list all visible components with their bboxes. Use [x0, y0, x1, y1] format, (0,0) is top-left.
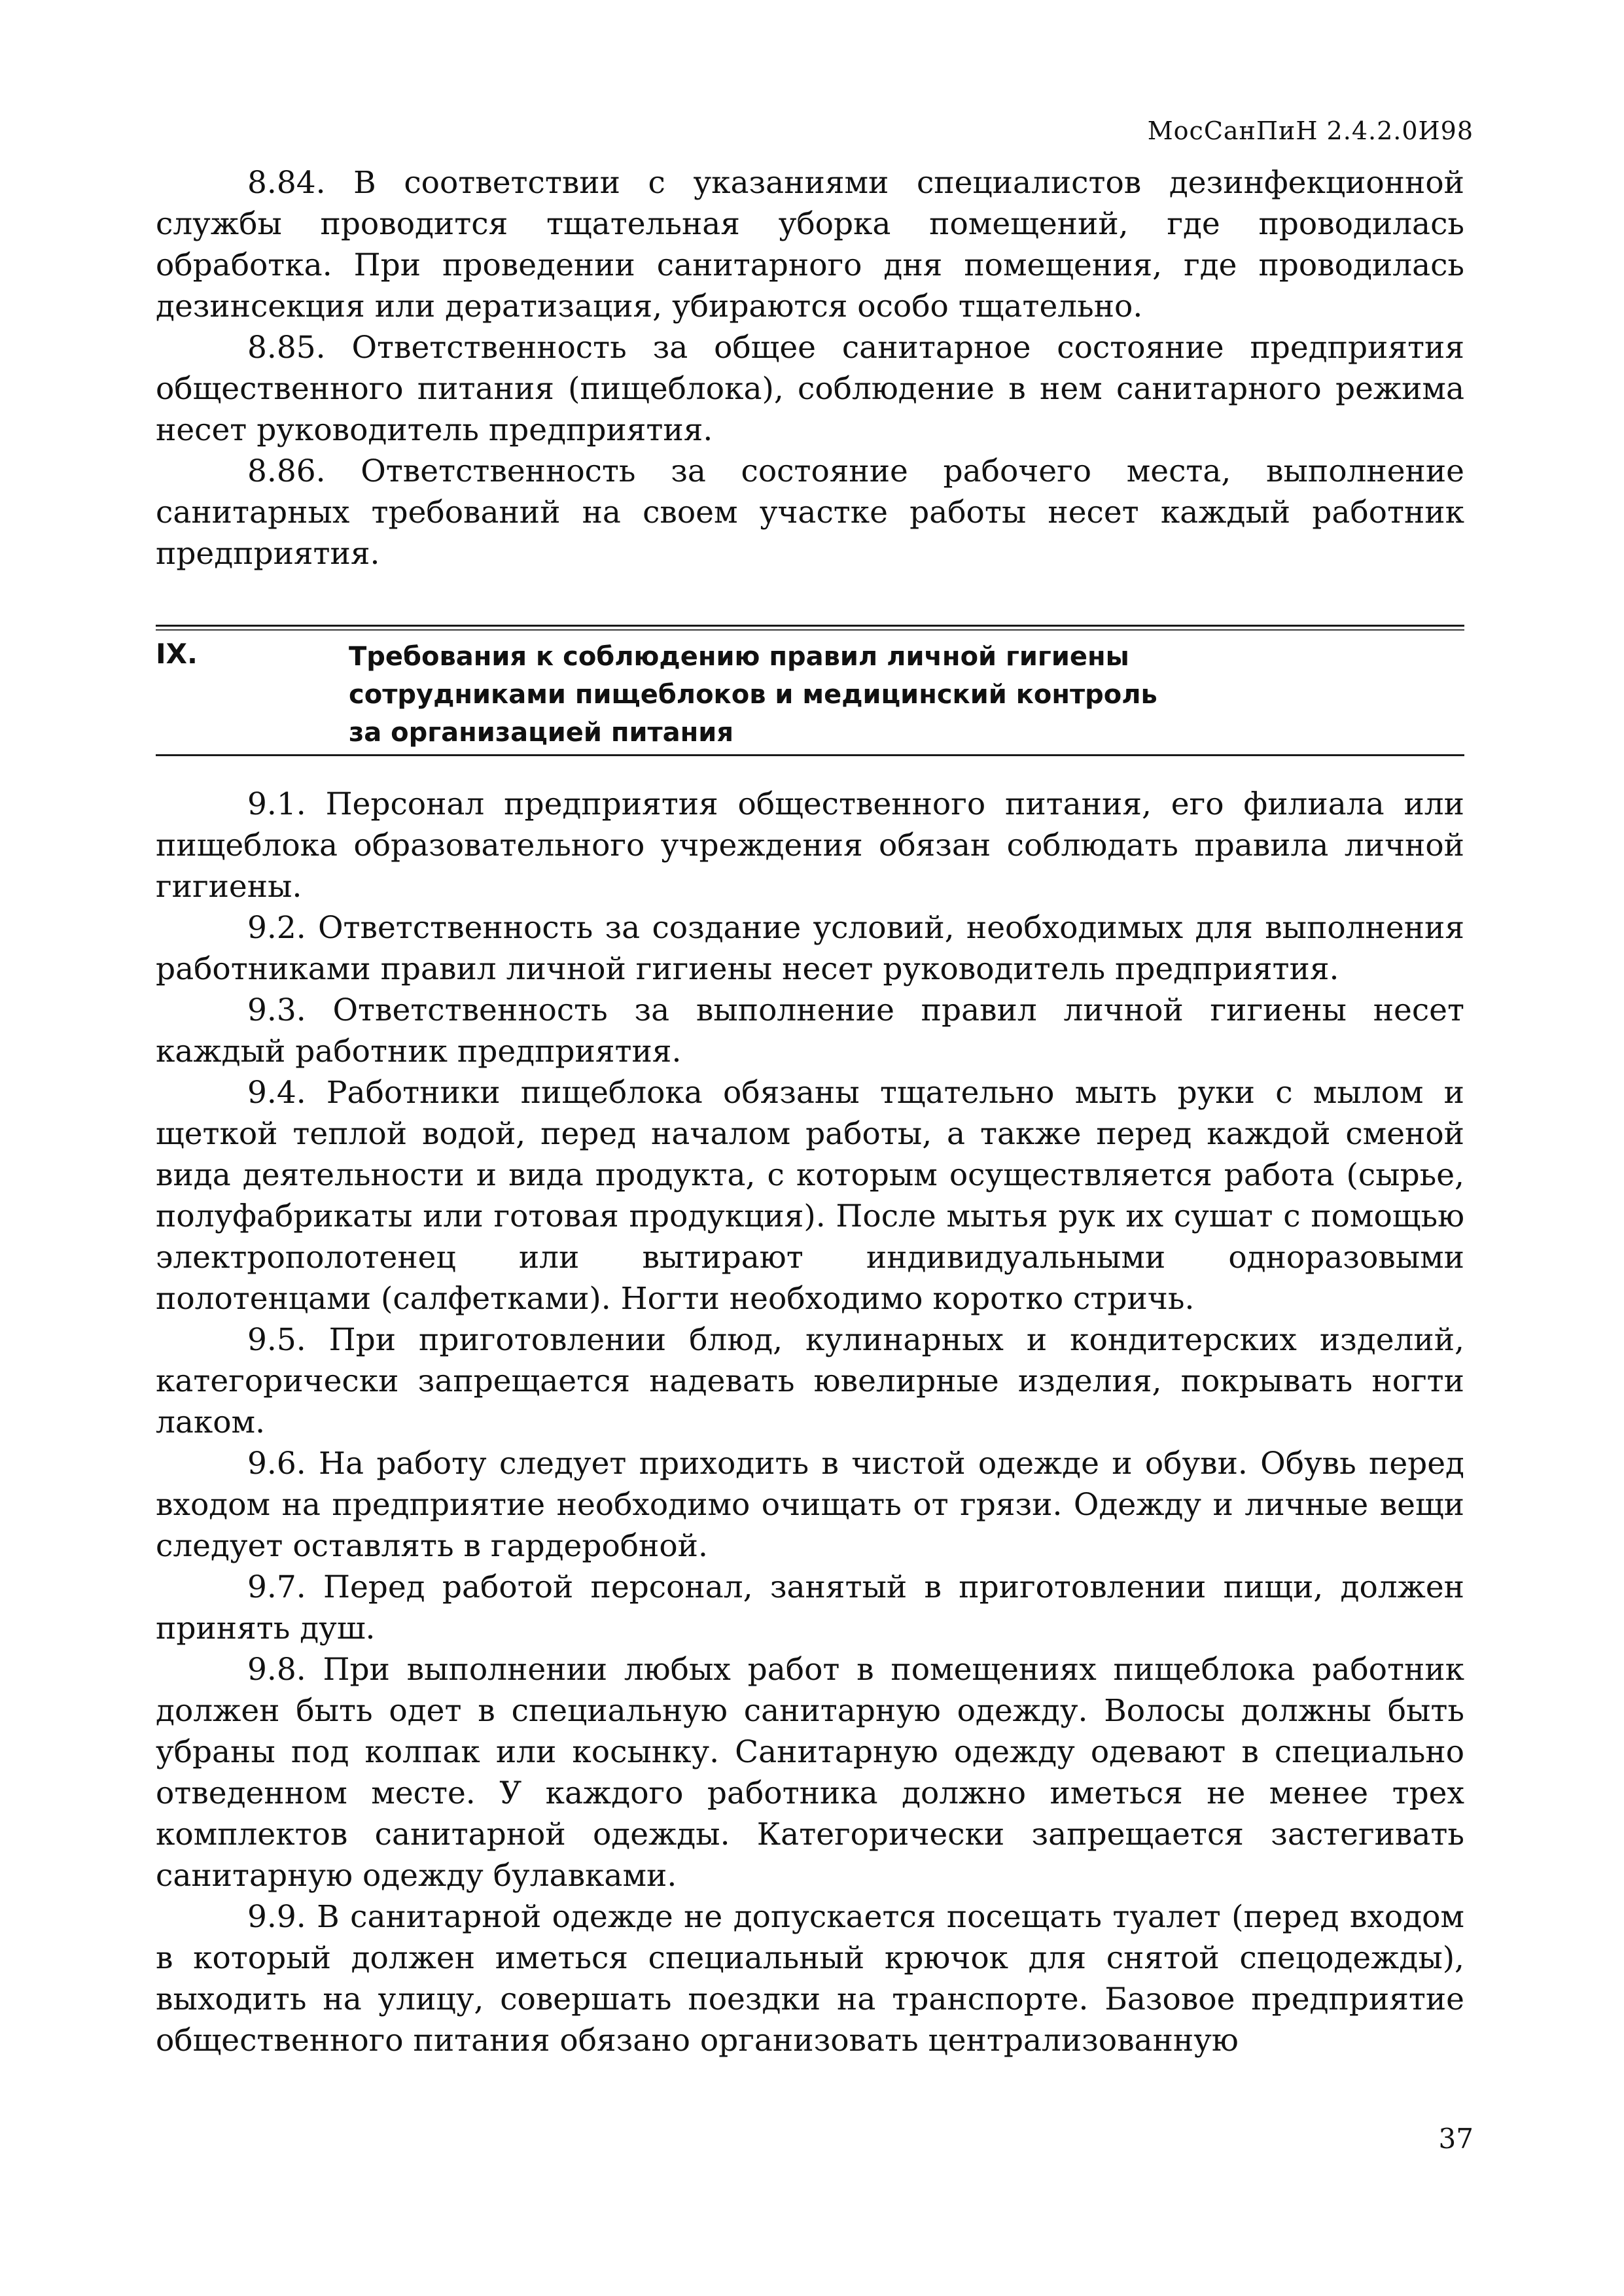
paragraph-9-7: 9.7. Перед работой персонал, занятый в приготовлении пищи, должен принять душ.: [156, 1569, 1464, 1646]
running-head: МосСанПиН 2.4.2.0И98: [1147, 116, 1474, 145]
paragraph-8-85: 8.85. Ответственность за общее санитарное состояние предприятия общественного питания (пищеблока), соблюдение в нем санитарного режима несет руководитель предприятия.: [156, 330, 1464, 448]
section-title-line: за организацией питания: [349, 718, 734, 748]
heading-rule-top-secondary: [156, 629, 1464, 631]
heading-rule-bottom: [156, 754, 1464, 756]
paragraph-9-9: 9.9. В санитарной одежде не допускается посещать туалет (перед входом в который должен иметься специальный крючок для снятой спецодежды), выходить на улицу, совершать поездки на транспорте. Базовое предприятие общественного питания обязано организовать централизованную: [156, 1899, 1464, 2059]
page-number: 37: [1438, 2123, 1474, 2155]
paragraph-9-4: 9.4. Работники пищеблока обязаны тщательно мыть руки с мылом и щеткой теплой водой, перед началом работы, а также перед каждой сменой вида деятельности и вида продукта, с которым осуществляется работа (сырье, полуфабрикаты или готовая продукция). После мытья рук их сушат с помощью электрополотенец или вытирают индивидуальными одноразовыми полотенцами (салфетками). Ногти необходимо коротко стричь.: [156, 1075, 1464, 1317]
section-title: [349, 638, 1428, 752]
paragraph-9-1: 9.1. Персонал предприятия общественного питания, его филиала или пищеблока образовательного учреждения обязан соблюдать правила личной гигиены.: [156, 786, 1464, 905]
section-number: IX.: [156, 638, 198, 670]
heading-rule-top: [156, 625, 1464, 627]
paragraph-8-84: 8.84. В соответствии с указаниями специалистов дезинфекционной службы проводится тщательная уборка помещений, где проводилась обработка. При проведении санитарного дня помещения, где проводилась дезинсекция или дератизация, убираются особо тщательно.: [156, 165, 1464, 324]
paragraph-9-2: 9.2. Ответственность за создание условий, необходимых для выполнения работниками правил личной гигиены несет руководитель предприятия.: [156, 910, 1464, 987]
paragraph-9-5: 9.5. При приготовлении блюд, кулинарных и кондитерских изделий, категорически запрещается надевать ювелирные изделия, покрывать ногти лаком.: [156, 1322, 1464, 1440]
section-title-line: Требования к соблюдению правил личной гигиены: [349, 642, 1129, 672]
paragraphs-bottom: [156, 784, 1464, 2061]
section-heading: [156, 625, 1464, 762]
section-title-line: сотрудниками пищеблоков и медицинский контроль: [349, 680, 1157, 710]
paragraph-9-6: 9.6. На работу следует приходить в чистой одежде и обуви. Обувь перед входом на предприятие необходимо очищать от грязи. Одежду и личные вещи следует оставлять в гардеробной.: [156, 1446, 1464, 1564]
paragraph-8-86: 8.86. Ответственность за состояние рабочего места, выполнение санитарных требований на своем участке работы несет каждый работник предприятия.: [156, 453, 1464, 572]
paragraphs-top: [156, 162, 1464, 574]
paragraph-9-3: 9.3. Ответственность за выполнение правил личной гигиены несет каждый работник предприятия.: [156, 992, 1464, 1070]
paragraph-9-8: 9.8. При выполнении любых работ в помещениях пищеблока работник должен быть одет в специальную санитарную одежду. Волосы должны быть убраны под колпак или косынку. Санитарную одежду одевают в специально отведенном месте. У каждого работника должно иметься не менее трех комплектов санитарной одежды. Категорически запрещается застегивать санитарную одежду булавками.: [156, 1652, 1464, 1894]
